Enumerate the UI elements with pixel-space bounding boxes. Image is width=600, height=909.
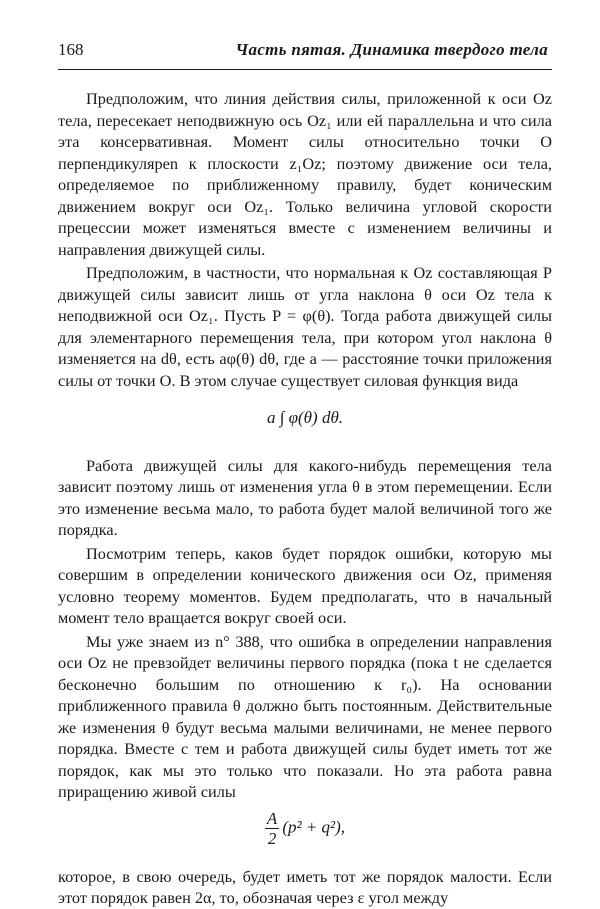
fraction-numerator: A	[266, 808, 278, 828]
formula-body: (p² + q²),	[282, 816, 346, 836]
fraction	[265, 809, 279, 848]
force-function-formula: a ∫ φ(θ) dθ.	[266, 408, 344, 427]
paragraph: которое, в свою очередь, будет иметь тот же порядок малости. Если этот порядок равен 2α, то, обозначая через ε угол между	[58, 866, 552, 907]
page-header	[58, 40, 548, 60]
kinetic-energy-formula	[58, 809, 552, 848]
paragraph: Работа движущей силы для какого-нибудь перемещения тела зависит поэтому лишь от изменения угла θ в этом перемещении. Если это изменение весьма мало, то работа будет малой величиной того же порядка.	[58, 455, 552, 539]
paragraph: Предположим, что линия действия силы, приложенной к оси Oz тела, пересекает неподвижную ось Oz₁ или ей параллельна и что сила эта консервативная. Момент силы относительно точки O перпендикуляреn к плоскости z₁Oz; поэтому движение оси тела, определяемое по приближенному правилу, будет коническим движением вокруг оси Oz₁. Только величина угловой скорости прецессии может изменяться вместе с изменением величины и направления движущей силы.	[58, 89, 552, 259]
body-text	[58, 88, 552, 909]
running-title: Часть пятая. Динамика твердого тела	[235, 40, 548, 59]
paragraph: Посмотрим теперь, каков будет порядок ошибки, которую мы совершим в определении конического движения оси Oz, применяя условно теорему моментов. Будем предполагать, что в начальный момент тело вращается вокруг своей оси.	[58, 543, 552, 627]
paragraph: Мы уже знаем из n° 388, что ошибка в определении направления оси Oz не превзойдет величины первого порядка (пока t не сделается бесконечно большим по отношению к r₀). На основании приближенного правила θ должно быть постоянным. Действительные же изменения θ будут весьма малыми величинами, не менее первого порядка. Вместе с тем и работа движущей силы будет иметь тот же порядок, как мы это только что показали. Но эта работа равна приращению живой силы	[58, 631, 552, 801]
page-number: 168	[58, 40, 84, 59]
paragraph: Предположим, в частности, что нормальная к Oz составляющая P движущей силы зависит лишь от угла наклона θ оси Oz тела к неподвижной оси Oz₁. Пусть P = φ(θ). Тогда работа движущей силы для элементарного перемещения тела, при котором угол наклона θ изменяется на dθ, есть aφ(θ) dθ, где a — расстояние точки приложения силы от точки O. В этом случае существует силовая функция вида	[58, 263, 552, 390]
fraction-denominator: 2	[267, 828, 277, 848]
header-rule	[58, 69, 552, 70]
